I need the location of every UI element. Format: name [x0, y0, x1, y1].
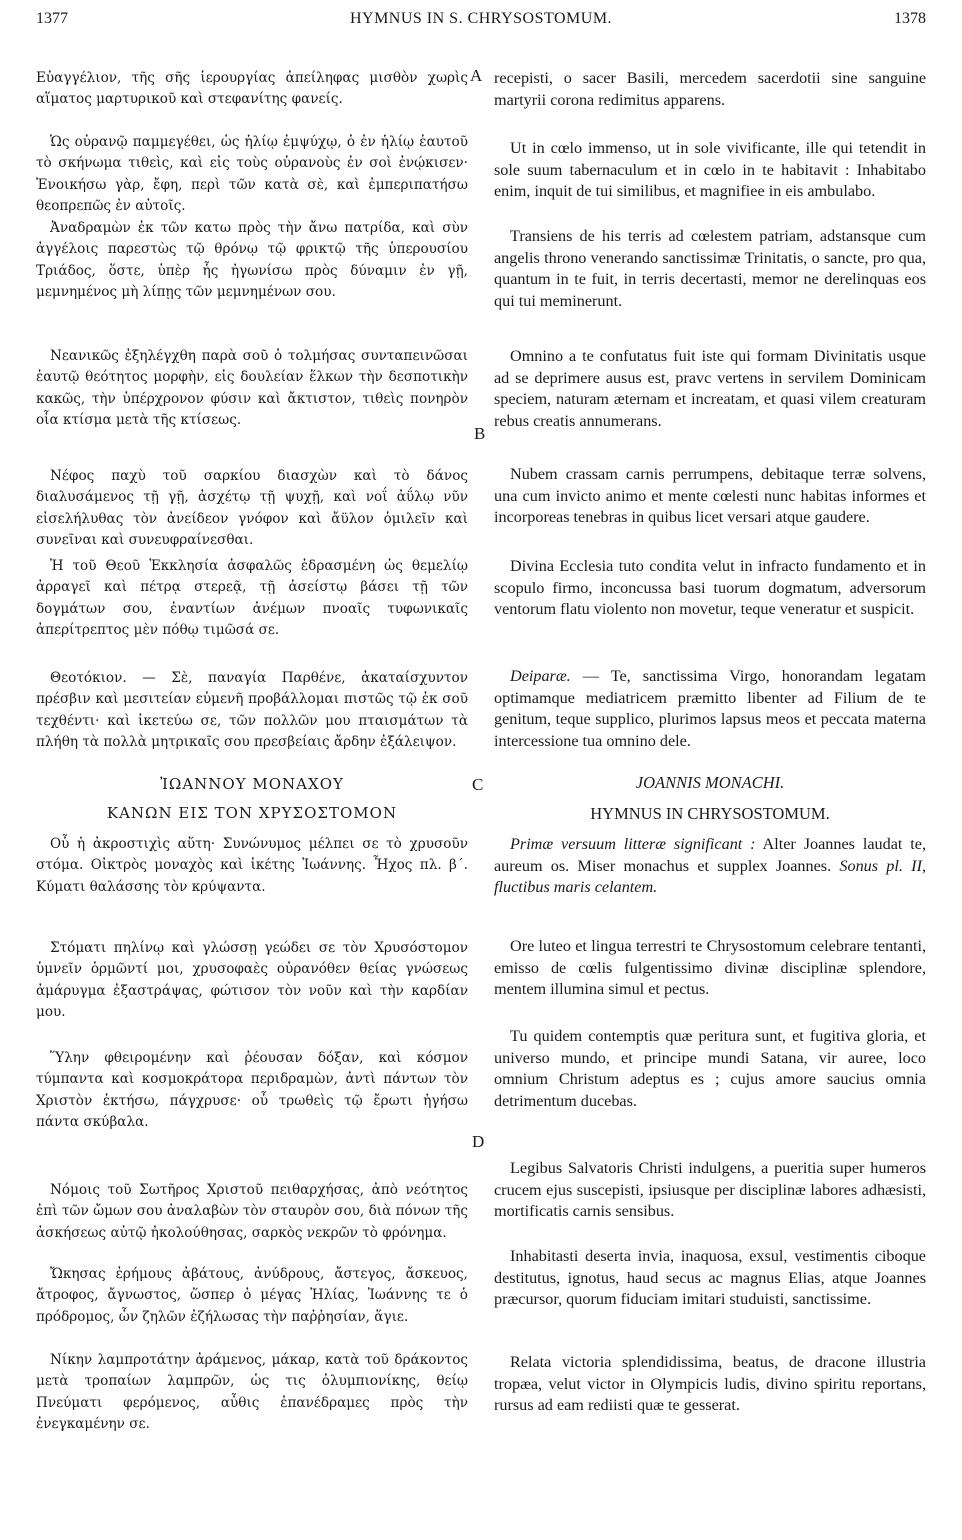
- greek-paragraph: Θεοτόκιον. — Σὲ, παναγία Παρθένε, ἀκαταίσχυντον πρέσβιν καὶ μεσιτείαν εὐμενῆ προβάλλομαι πιστῶς τῷ ἐκ σοῦ τεχθέντι· καὶ ἱκετεύω σε, τῶν πολλῶν μου πταισμάτων τὰ πλήθη τὰ πολλὰ μητρικαῖς σου πρεσβείαις ἄρδην ἐξάλειψον.: [36, 670, 468, 750]
- page-number-left: 1377: [36, 10, 68, 27]
- latin-deiparae-text: — Te, sanctissima Virgo, honorandam legatam optimamque mediatricem præmitto libenter ad Filium de te genitum, teque supplico, plurimos lapsus meos et peccata materna intercessione tua omnino dele.: [494, 667, 926, 750]
- greek-paragraph: Ὡς οὐρανῷ παμμεγέθει, ὡς ἡλίῳ ἐμψύχῳ, ὁ ἐν ἡλίῳ ἑαυτοῦ τὸ σκήνωμα τιθεὶς, καὶ εἰς τοὺς οὐρανοὺς ἐν σοὶ ἐνῴκισεν· Ἐνοικήσω γὰρ, ἔφη, περὶ τῶν κατὰ σὲ, καὶ ἐμπεριπατήσω θεοπρεπῶς ἐν αὐτοῖς.: [36, 134, 468, 214]
- greek-paragraph: Νίκην λαμπροτάτην ἀράμενος, μάκαρ, κατὰ τοῦ δράκοντος μετὰ τροπαίων λαμπρῶν, ὡς τις ὀλυμπιονίκης, θείῳ Πνεύματι φερόμενος, αὖθις ἐπανέδραμες πρὸς τὴν ἐνεγκαμένην σε.: [36, 1352, 468, 1432]
- latin-paragraph: Ut in cœlo immenso, ut in sole vivificante, ille qui tetendit in sole suum tabernaculum et in cœlo in te habitavit : Inhabitabo enim, inquit de tui similibus, et magnifiee in eis ambulabo.: [494, 139, 926, 201]
- latin-paragraph: Divina Ecclesia tuto condita velut in infracto fundamento et in scopulo firmo, inconcussa basi tuorum dogmatum, adversorum ventorum flatu violento non movetur, teque veneratur et suspicit.: [494, 557, 926, 619]
- greek-paragraph: Νόμοις τοῦ Σωτῆρος Χριστοῦ πειθαρχήσας, ἀπὸ νεότητος ἐπὶ τῶν ὤμων σου ἀναλαβὼν τὸν σταυρὸν σου, διὰ πόνων τῆς ἀσκήσεως αὐτῷ ἠκολούθησας, σαρκὸς νεκρῶν τὸ φρόνημα.: [36, 1182, 468, 1241]
- latin-acrostic: [494, 834, 926, 899]
- greek-paragraph: Νεανικῶς ἐξηλέγχθη παρὰ σοῦ ὁ τολμήσας συνταπεινῶσαι ἑαυτῷ θεότητος μορφὴν, εἰς δουλείαν ἕλκων τὴν δεσποτικὴν κακῶς, τὴν ὑπέρχρονον φύσιν καὶ ἄκτιστον, τιθεὶς πονηρὸν οἷα κτίσμα μετὰ τῆς κτίσεως.: [36, 348, 468, 428]
- latin-paragraph: [494, 666, 926, 752]
- latin-paragraph: Inhabitasti deserta invia, inaquosa, exsul, vestimentis ciboque destitutus, ignotus, haud secus ac magnus Elias, atque Joannes præcursor, quorum fiduciam imitari studuisti, sanctissime.: [494, 1247, 926, 1309]
- greek-acrostic: Οὗ ἡ ἀκροστιχὶς αὕτη· Συνώνυμος μέλπει σε τὸ χρυσοῦν στόμα. Οἰκτρὸς μοναχὸς καὶ ἱκέτης Ἰωάννης. Ἦχος πλ. β΄. Κύματι θαλάσσης τὸν κρύψαντα.: [36, 836, 468, 895]
- latin-section-title: JOANNIS MONACHI.: [635, 773, 785, 792]
- margin-letter-c: C: [472, 775, 484, 794]
- latin-paragraph: Nubem crassam carnis perrumpens, debitaque terræ solvens, una cum invicto animo et mente cœlesti nunc habitas informes et incorporeas tenebras in quibus licet versari atque gaudere.: [494, 465, 926, 527]
- latin-paragraph: Omnino a te confutatus fuit iste qui formam Divinitatis usque ad se deprimere ausus est, pravc vertens in servilem Dominicam speciem, naturam æternam et increatam, et quasi vilem creaturam rebus creatis annumerans.: [494, 347, 926, 430]
- running-header: [36, 10, 926, 36]
- margin-letter-a: A: [470, 66, 483, 85]
- latin-paragraph: Relata victoria splendidissima, beatus, de dracone illustria tropæa, velut victor in Olympicis ludis, divino spiritu reportans, rursus ad eam rediisti quæ te gesserat.: [494, 1353, 926, 1415]
- greek-paragraph: Ὤκησας ἐρήμους ἀβάτους, ἀνύδρους, ἄστεγος, ἄσκευος, ἄτροφος, ἄγνωστος, ὥσπερ ὁ μέγας Ἠλίας, Ἰωάννης τε ὁ πρόδρομος, ὧν ζηλῶν ἐζήλωσας τὴν παῤῥησίαν, ἅγιε.: [36, 1266, 468, 1325]
- greek-paragraph: Ἡ τοῦ Θεοῦ Ἐκκλησία ἀσφαλῶς ἑδρασμένη ὡς θεμελίῳ ἀρραγεῖ καὶ πέτρᾳ στερεᾷ, τῇ ἀσείστῳ βάσει τῇ τῶν δογμάτων σου, ἐναντίων ἀνέμων πνοαῖς τυφωνικαῖς ἀπερίτρεπτος μὲν πόθῳ τιμῶσά σε.: [36, 558, 468, 638]
- greek-paragraph: Στόματι πηλίνῳ καὶ γλώσσῃ γεώδει σε τὸν Χρυσόστομον ὑμνεῖν ὁρμῶντί μοι, χρυσοφαὲς οὐρανόθεν θείας γνώσεως ἀμάρυγμα ἐξαστράψας, φώτισον τὸν νοῦν καὶ τὴν καρδίαν μου.: [36, 940, 468, 1020]
- page-number-right: 1378: [894, 10, 926, 27]
- latin-intro: recepisti, o sacer Basili, mercedem sacerdotii sine sanguine martyrii corona redimitus apparens.: [494, 69, 926, 109]
- latin-paragraph: Legibus Salvatoris Christi indulgens, a pueritia super humeros crucem ejus suscepisti, ipsiusque per disciplinæ labores adhæsisti, mortificatis carnis sensibus.: [494, 1159, 926, 1221]
- greek-intro: Εὐαγγέλιον, τῆς σῆς ἱερουργίας ἀπείληφας μισθὸν χωρὶς αἵματος μαρτυρικοῦ καὶ στεφανίτης φανείς.: [36, 70, 468, 108]
- greek-section-subtitle: ΚΑΝΩΝ ΕΙΣ ΤΟΝ ΧΡΥΣΟΣΤΟΜΟΝ: [106, 804, 398, 822]
- latin-acrostic-label: Primæ versuum litteræ significant :: [510, 835, 756, 853]
- greek-section-title: ἸΩΑΝΝΟΥ ΜΟΝΑΧΟΥ: [160, 775, 344, 793]
- latin-paragraph: Ore luteo et lingua terrestri te Chrysostomum celebrare tentanti, emisso de cœlis fulgentissimo divinæ disciplinæ splendore, mentem illumina simul et pectus.: [494, 937, 926, 999]
- latin-section-subtitle: HYMNUS IN CHRYSOSTOMUM.: [590, 804, 830, 823]
- greek-paragraph: Ὕλην φθειρομένην καὶ ῥέουσαν δόξαν, καὶ κόσμον τύμπαντα καὶ κοσμοκράτορα περιδραμὼν, ἀντὶ πάντων τὸν Χριστὸν ἐκτήσω, πάγχρυσε· οὗ τρωθεὶς τῷ ἔρωτι ἡγήσω πάντα σκύβαλα.: [36, 1050, 468, 1130]
- latin-paragraph: Transiens de his terris ad cœlestem patriam, adstansque cum angelis throno venerando sanctissimæ Trinitatis, o sancte, pro qua, quantum in te fuit, in terris decertasti, memor ne derelinquas eos qui tui meminerunt.: [494, 227, 926, 310]
- latin-deiparae-label: Deiparæ.: [510, 667, 571, 685]
- greek-paragraph: Νέφος παχὺ τοῦ σαρκίου διασχὼν καὶ τὸ δάνος διαλυσάμενος τῇ γῇ, ἀσχέτῳ τῇ ψυχῇ, καὶ νοΐ ἀΰλῳ νῦν εἰσελήλυθας τὸν ἀνείδεον γνόφον καὶ ἄϋλον ὁμιλεῖν καὶ συνεῖναι καὶ συνευφραίνεσθαι.: [36, 468, 468, 548]
- latin-paragraph: Tu quidem contemptis quæ peritura sunt, et fugitiva gloria, et universo mundo, et principe mundi Satana, vir auree, loco omnium Christum adeptus es ; cujus amore saucius omnia detrimentum ducebas.: [494, 1027, 926, 1110]
- margin-letter-b: B: [474, 424, 486, 443]
- latin-acrostic-text: Alter Joannes laudat te, aureum os. Miser monachus et supplex Joannes.: [494, 835, 926, 875]
- greek-paragraph: Ἀναδραμὼν ἐκ τῶν κατω πρὸς τὴν ἄνω πατρίδα, καὶ σὺν ἀγγέλοις παρεστὼς τῷ θρόνῳ τῷ φρικτῷ τῆς ὑπερουσίου Τριάδος, ὅστε, ὑπὲρ ἧς ἠγωνίσω πρὸς δύναμιν ἐν γῇ, μεμνημένος μὴ λίπῃς τῶν μεμνημένων σου.: [36, 220, 468, 300]
- margin-letter-d: D: [472, 1132, 485, 1151]
- running-title: HYMNUS IN S. CHRYSOSTOMUM.: [349, 10, 613, 27]
- latin-acrostic-tone: Sonus pl. II, fluctibus maris celantem.: [494, 856, 927, 897]
